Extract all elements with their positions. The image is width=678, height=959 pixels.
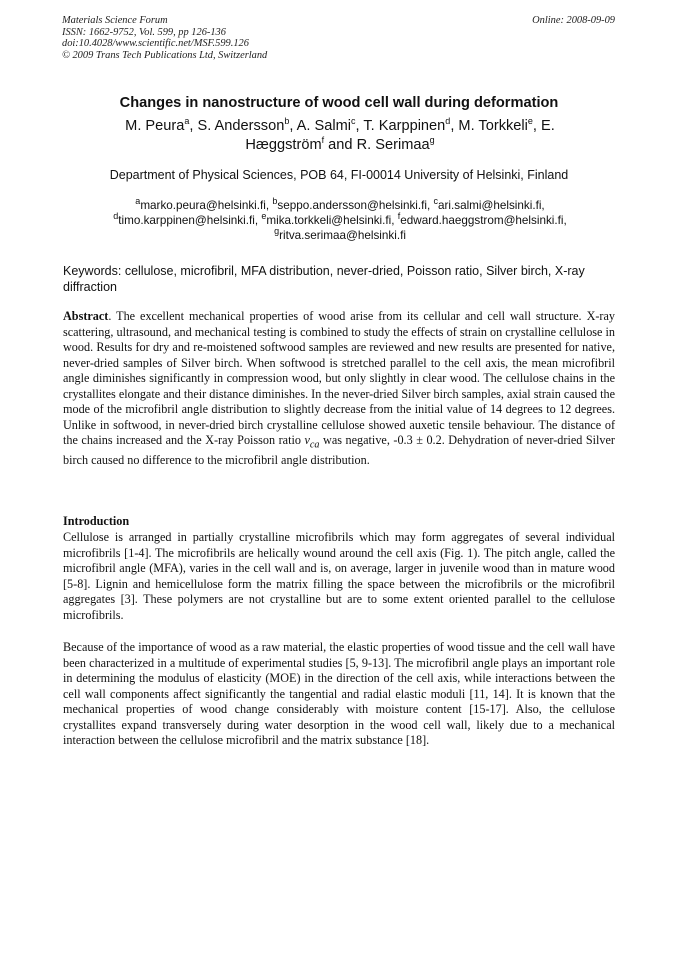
abstract-text-end: was negative, -0.3 ± 0.2. Dehydration of never-dried Silver birch caused no difference to the microfibril angle distribution. xyxy=(63,433,615,468)
email-address: edward.haeggstrom@helsinki.fi, xyxy=(400,214,567,227)
email-address: ari.salmi@helsinki.fi, xyxy=(437,199,545,212)
author-name: M. Torkkeli xyxy=(458,118,528,134)
author xyxy=(458,118,541,134)
introduction-heading: Introduction xyxy=(63,514,130,528)
author-name: A. Salmi xyxy=(296,118,351,134)
email-address: timo.karppinen@helsinki.fi xyxy=(118,214,255,227)
author-separator: , xyxy=(189,118,198,134)
abstract xyxy=(63,309,615,469)
author-mark: a xyxy=(184,116,190,127)
abstract-text: . The excellent mechanical properties of wood arise from its cellular and cell wall structure. X-ray scattering, ultrasound, and mechanical testing is combined to study the effects of strain on crystalline cellulose in wood. Results for dry and re-moistened softwood samples are reviewed and new results are presented for native, never-dried samples of Silver birch. When softwood is stretched parallel to the cell axis, the mean microfibril angle diminishes significantly in compression wood, but only slightly in clear wood. The cellulose chains in the crystallites elongate and their distance diminishes. In the never-dried Silver birch samples, axial strain caused the mode of the microfibril angle distribution to slightly decrease from the initial value of 14 degrees to 12 degrees. Unlike in softwood, in never-dried birch crystalline cellulose showed auxetic tensile behaviour. The distance of the chains increased and the X-ray Poisson ratio xyxy=(63,309,615,448)
author-mark: f xyxy=(321,135,325,146)
email-separator: , xyxy=(391,214,398,227)
doi-line: doi:10.4028/www.scientific.net/MSF.599.126 xyxy=(62,38,249,50)
journal-header xyxy=(62,15,267,61)
author-list xyxy=(90,117,590,155)
author-name: T. Karppinen xyxy=(363,118,446,134)
author-mark: g xyxy=(429,135,435,146)
author-separator: , xyxy=(532,118,542,134)
abstract-label: Abstract xyxy=(63,309,109,323)
email-separator: , xyxy=(426,199,434,212)
intro-paragraph-2: Because of the importance of wood as a raw material, the elastic properties of wood tissue and the cell wall have been characterized in a multitude of experimental studies [5, 9-13]. The microfibril angle plays an important role in determining the modulus of elasticity (MOE) in the direction of the cell axis, while interactions between the cell wall components affect significantly the tangential and radial elastic moduli [11, 14]. It is known that the mechanical properties of wood change considerably with moisture content [15-17]. Also, the cellulose crystallites expand transversely during water desorption in the wood cell wall, likely due to a mechanical interaction between the cellulose microfibril and the matrix substance [18]. xyxy=(63,640,615,748)
email-mark: b xyxy=(272,196,278,207)
author-name: R. Serimaa xyxy=(356,137,430,153)
email-mark: g xyxy=(274,226,280,237)
poisson-symbol: ν xyxy=(304,433,310,448)
email-address: ritva.serimaa@helsinki.fi xyxy=(279,229,406,242)
author xyxy=(357,137,435,153)
email-separator: , xyxy=(254,214,262,227)
email-address: mika.torkkeli@helsinki.fi xyxy=(266,214,392,227)
author-name: E. Hæggström xyxy=(245,118,555,153)
email-mark: e xyxy=(261,211,267,222)
author xyxy=(125,118,197,134)
affiliation: Department of Physical Sciences, POB 64, FI-00014 University of Helsinki, Finland xyxy=(109,168,569,182)
email-separator: , xyxy=(265,199,273,212)
author xyxy=(198,118,297,134)
author-separator: , xyxy=(289,118,297,134)
email-mark: d xyxy=(113,211,119,222)
author-separator: , xyxy=(450,118,459,134)
author-name: M. Peura xyxy=(125,118,185,134)
paper-title: Changes in nanostructure of wood cell wall during deformation xyxy=(119,95,559,111)
journal-name: Materials Science Forum xyxy=(62,15,168,26)
author xyxy=(363,118,458,134)
email-list xyxy=(60,198,620,243)
author xyxy=(297,118,364,134)
author-mark: c xyxy=(350,116,356,127)
copyright-line: © 2009 Trans Tech Publications Ltd, Switzerland xyxy=(62,49,268,61)
author-mark: b xyxy=(284,116,290,127)
author-name: S. Andersson xyxy=(197,118,285,134)
author-mark: e xyxy=(527,116,533,127)
email-mark: f xyxy=(397,211,401,222)
issn-line: ISSN: 1662-9752, Vol. 599, pp 126-136 xyxy=(62,26,226,38)
email-mark: a xyxy=(135,196,141,207)
online-date: Online: 2008-09-09 xyxy=(532,15,615,26)
author-separator: , xyxy=(355,118,364,134)
author-separator: and xyxy=(324,137,357,153)
email-mark: c xyxy=(433,196,438,207)
intro-paragraph-1: Cellulose is arranged in partially crystalline microfibrils which may form aggregates of several individual microfibrils [1-4]. The microfibrils are helically wound around the cell axis (Fig. 1). The pitch angle, called the microfibril angle (MFA), varies in the cell wall and is, on average, larger in juvenile wood than in mature wood [5-8]. Lignin and hemicellulose form the matrix filling the space between the microfibrils or the microfibril aggregates [3]. These polymers are not crystalline but are to some extent oriented parallel to the cellulose microfibrils. xyxy=(63,530,615,622)
poisson-subscript: ca xyxy=(309,439,320,451)
author-mark: d xyxy=(445,116,451,127)
email-address: seppo.andersson@helsinki.fi xyxy=(277,199,427,212)
keywords: Keywords: cellulose, microfibril, MFA distribution, never-dried, Poisson ratio, Silver birch, X-ray diffraction xyxy=(63,264,585,294)
email-address: marko.peura@helsinki.fi xyxy=(140,199,266,212)
